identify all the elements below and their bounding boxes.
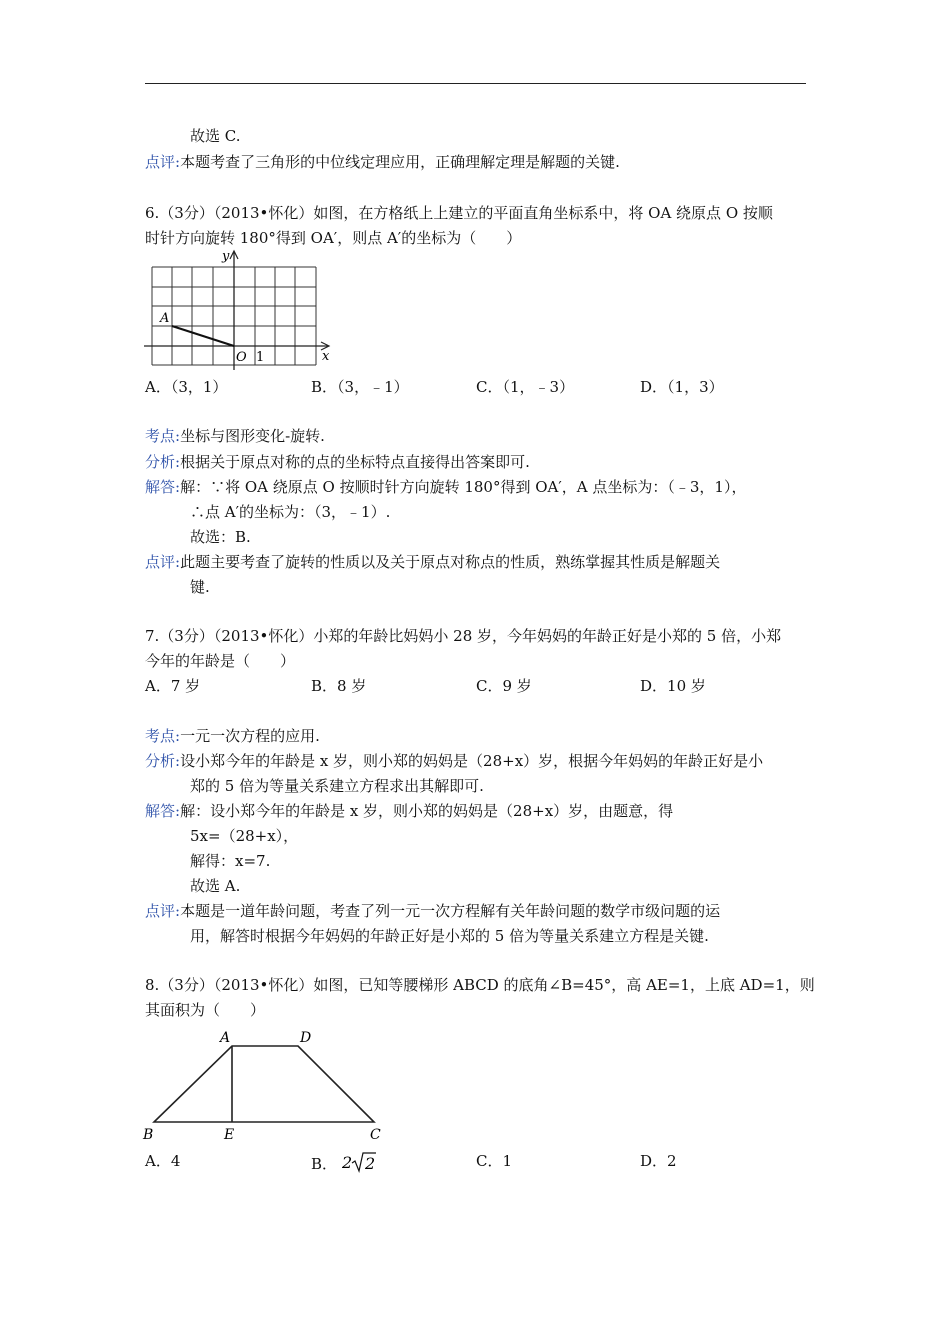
kaodian-text: 坐标与图形变化-旋转. [180, 427, 325, 445]
q6-option-a[interactable]: A．（3，1） [145, 378, 228, 396]
q6-stem-line2: 时针方向旋转 180°得到 OA′，则点 A′的坐标为（ ） [145, 229, 522, 247]
kaodian-tag: 考点: [145, 427, 181, 445]
q6-coordinate-figure [140, 248, 340, 370]
dianping-text: 此题主要考查了旋转的性质以及关于原点对称点的性质，熟练掌握其性质是解题关 [180, 553, 721, 571]
prev-review [145, 152, 620, 172]
q7-dianping [145, 901, 720, 921]
fenxi-text: 根据关于原点对称的点的坐标特点直接得出答案即可. [180, 453, 530, 471]
header-rule [145, 83, 806, 84]
jieda-text: 解：∵将 OA 绕原点 O 按顺时针方向旋转 180°得到 OA′，A 点坐标为：（﹣3，1）， [180, 478, 747, 496]
q8-option-b[interactable] [311, 1151, 376, 1174]
radical-radicand: 2 [364, 1154, 375, 1173]
jieda-tag: 解答: [145, 802, 181, 820]
q7-option-d[interactable]: D．10 岁 [640, 677, 706, 695]
label-a: A [220, 1030, 231, 1046]
fenxi-tag: 分析: [145, 453, 181, 471]
y-axis-label: y [222, 249, 230, 264]
q6-kaodian [145, 426, 325, 446]
jieda-tag: 解答: [145, 478, 181, 496]
fenxi-text: 设小郑今年的年龄是 x 岁，则小郑的妈妈是（28+x）岁，根据今年妈妈的年龄正好是小 [180, 752, 764, 770]
q7-stem-line2: 今年的年龄是（ ） [145, 652, 296, 670]
q6-stem-line1: 6.（3分）（2013•怀化）如图，在方格纸上上建立的平面直角坐标系中，将 OA 绕原点 O 按顺 [145, 204, 773, 222]
kaodian-tag: 考点: [145, 727, 181, 745]
q6-option-d[interactable]: D．（1，3） [640, 378, 724, 396]
q7-kaodian [145, 726, 320, 746]
review-tag: 点评: [145, 153, 181, 171]
fenxi-tag: 分析: [145, 752, 181, 770]
option-b-radical [342, 1151, 376, 1173]
review-text: 本题考查了三角形的中位线定理应用，正确理解定理是解题的关键. [180, 153, 620, 171]
q6-dianping-line2: 键. [190, 578, 210, 596]
q6-fenxi [145, 452, 530, 472]
q6-option-c[interactable]: C．（1，﹣3） [476, 378, 575, 396]
point-a-label: A [160, 311, 170, 326]
q6-option-b[interactable]: B．（3，﹣1） [311, 378, 409, 396]
unit-label: 1 [256, 350, 265, 365]
origin-label: O [236, 350, 247, 365]
q6-jieda [145, 477, 746, 497]
option-b-letter: B． [311, 1155, 338, 1173]
q7-jieda-line3: 解得：x=7. [190, 852, 271, 870]
q7-dianping-line2: 用，解答时根据今年妈妈的年龄正好是小郑的 5 倍为等量关系建立方程是关键. [190, 927, 709, 945]
dianping-text: 本题是一道年龄问题，考查了列一元一次方程解有关年龄问题的数学市级问题的运 [180, 902, 721, 920]
segment-oa [172, 326, 234, 346]
q7-option-a[interactable]: A．7 岁 [145, 677, 201, 695]
kaodian-text: 一元一次方程的应用. [180, 727, 320, 745]
q7-jieda-line2: 5x=（28+x）， [190, 827, 299, 845]
dianping-tag: 点评: [145, 902, 181, 920]
q7-jieda-line4: 故选 A. [190, 877, 241, 895]
q6-dianping [145, 552, 720, 572]
q8-stem-line1: 8.（3分）（2013•怀化）如图，已知等腰梯形 ABCD 的底角∠B=45°，高 AE=1，上底 AD=1，则 [145, 976, 815, 994]
q6-jieda-line3: 故选：B. [190, 528, 251, 546]
q7-stem-line1: 7.（3分）（2013•怀化）小郑的年龄比妈妈小 28 岁，今年妈妈的年龄正好是小郑的 5 倍，小郑 [145, 627, 782, 645]
label-b: B [143, 1127, 154, 1143]
label-c: C [370, 1127, 381, 1143]
label-e: E [224, 1127, 235, 1143]
q7-option-c[interactable]: C．9 岁 [476, 677, 532, 695]
x-axis-label: x [322, 349, 330, 364]
q7-fenxi-line2: 郑的 5 倍为等量关系建立方程求出其解即可. [190, 777, 484, 795]
q7-jieda [145, 801, 673, 821]
dianping-tag: 点评: [145, 553, 181, 571]
q8-option-d[interactable]: D．2 [640, 1152, 677, 1170]
q6-jieda-line2: ∴点 A′的坐标为：（3，﹣1）. [190, 503, 391, 521]
q7-option-b[interactable]: B．8 岁 [311, 677, 367, 695]
prev-conclusion: 故选 C. [190, 127, 241, 145]
jieda-text: 解：设小郑今年的年龄是 x 岁，则小郑的妈妈是（28+x）岁，由题意，得 [180, 802, 674, 820]
trapezoid-abcd [154, 1046, 374, 1122]
q8-option-a[interactable]: A．4 [145, 1152, 181, 1170]
q7-fenxi [145, 751, 763, 771]
label-d: D [300, 1030, 312, 1046]
q8-trapezoid-figure [140, 1026, 390, 1146]
q8-option-c[interactable]: C．1 [476, 1152, 513, 1170]
q8-stem-line2: 其面积为（ ） [145, 1001, 266, 1019]
radical-coefficient: 2 [341, 1153, 352, 1172]
